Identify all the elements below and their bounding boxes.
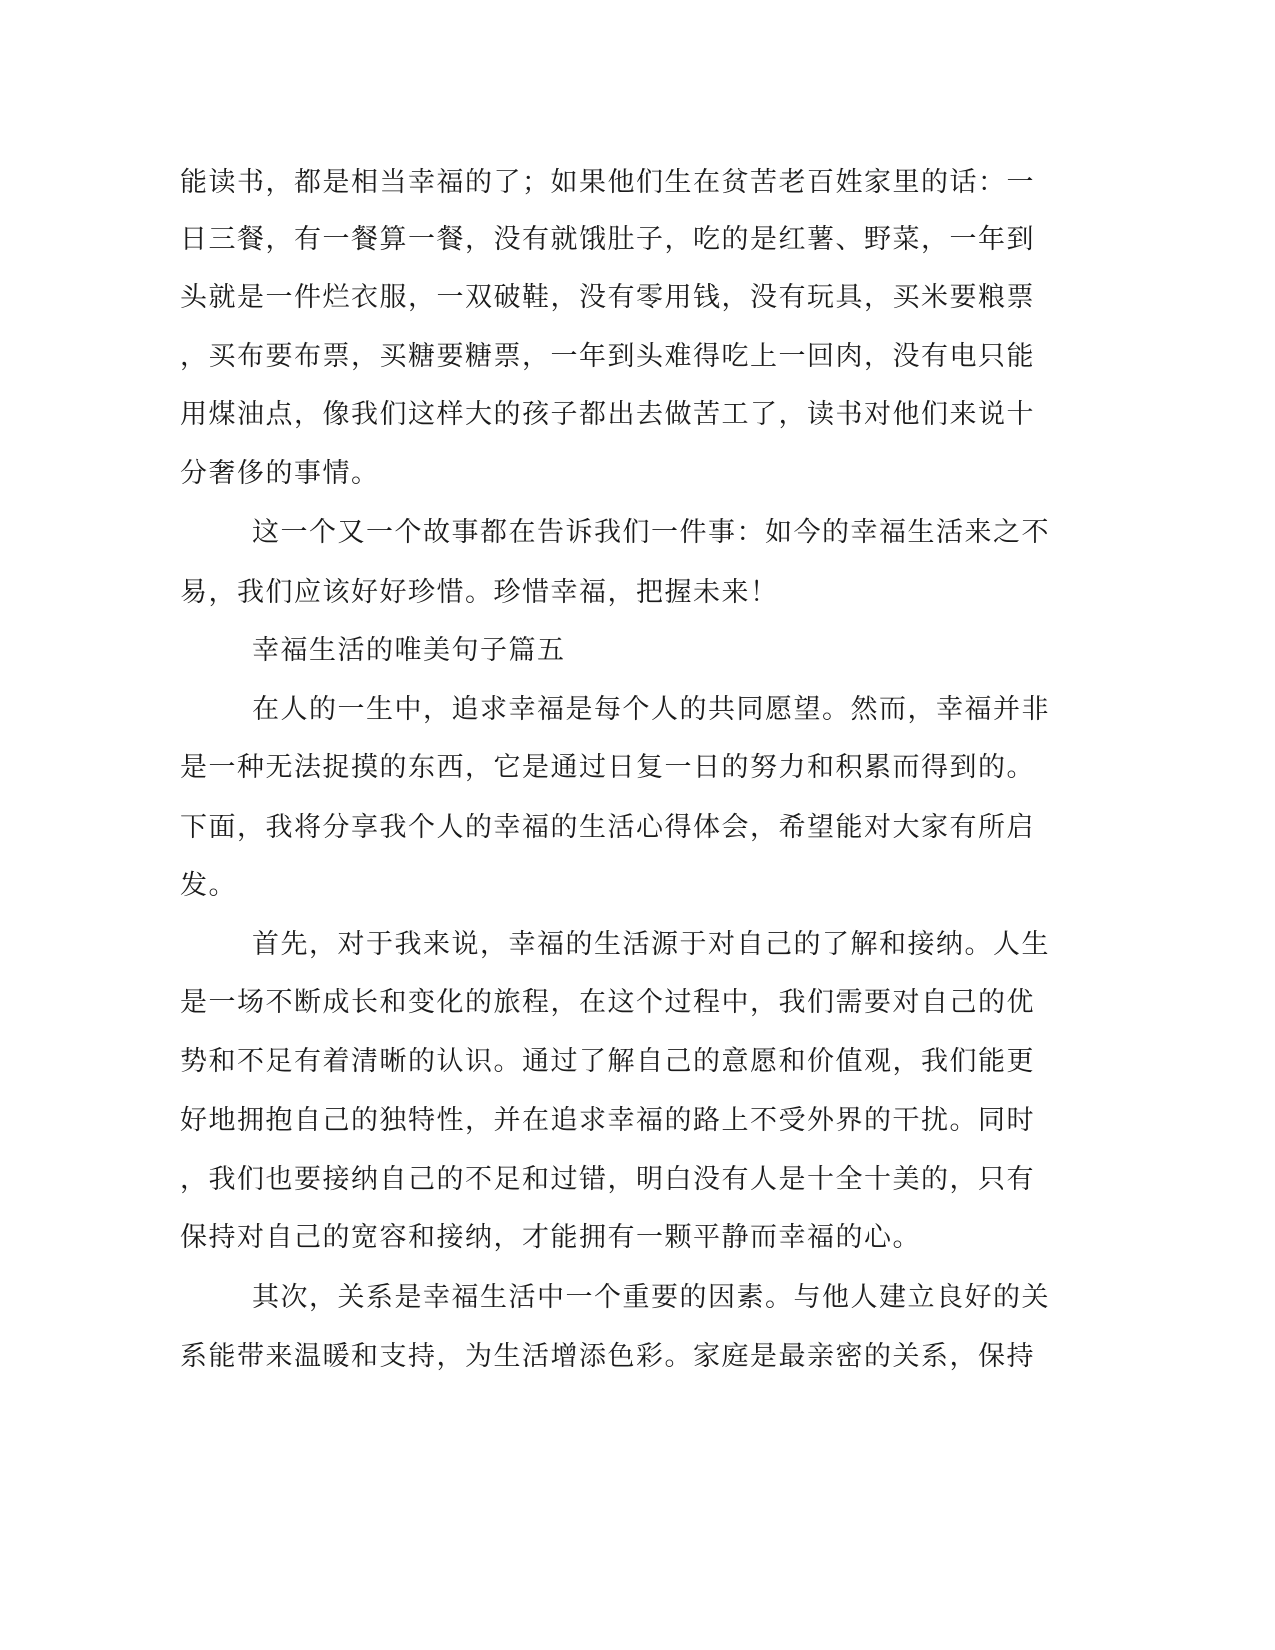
text-line: ，我们也要接纳自己的不足和过错，明白没有人是十全十美的，只有 [180,1164,1035,1195]
text-line: 是一场不断成长和变化的旅程，在这个过程中，我们需要对自己的优 [180,987,1035,1018]
text-line: 能读书，都是相当幸福的了；如果他们生在贫苦老百姓家里的话：一 [180,167,1035,198]
text-line: 保持对自己的宽容和接纳，才能拥有一颗平静而幸福的心。 [180,1222,921,1253]
text-line: 日三餐，有一餐算一餐，没有就饿肚子，吃的是红薯、野菜，一年到 [180,224,1035,255]
text-line: 下面，我将分享我个人的幸福的生活心得体会，希望能对大家有所启 [180,812,1035,843]
text-line: 发。 [180,870,237,901]
text-line: ，买布要布票，买糖要糖票，一年到头难得吃上一回肉，没有电只能 [180,341,1035,372]
text-line: 首先，对于我来说，幸福的生活源于对自己的了解和接纳。人生 [252,929,1050,960]
text-line: 其次，关系是幸福生活中一个重要的因素。与他人建立良好的关 [252,1282,1050,1313]
section-heading: 幸福生活的唯美句子篇五 [252,635,566,666]
text-line: 系能带来温暖和支持，为生活增添色彩。家庭是最亲密的关系，保持 [180,1341,1035,1372]
text-line: 用煤油点，像我们这样大的孩子都出去做苦工了，读书对他们来说十 [180,399,1035,430]
text-line: 是一种无法捉摸的东西，它是通过日复一日的努力和积累而得到的。 [180,752,1035,783]
text-line: 分奢侈的事情。 [180,458,380,489]
text-line: 这一个又一个故事都在告诉我们一件事：如今的幸福生活来之不 [252,517,1050,548]
text-line: 势和不足有着清晰的认识。通过了解自己的意愿和价值观，我们能更 [180,1046,1035,1077]
text-line: 好地拥抱自己的独特性，并在追求幸福的路上不受外界的干扰。同时 [180,1105,1035,1136]
text-line: 在人的一生中，追求幸福是每个人的共同愿望。然而，幸福并非 [252,694,1050,725]
text-line: 易，我们应该好好珍惜。珍惜幸福，把握未来！ [180,577,779,608]
text-line: 头就是一件烂衣服，一双破鞋，没有零用钱，没有玩具，买米要粮票 [180,282,1035,313]
